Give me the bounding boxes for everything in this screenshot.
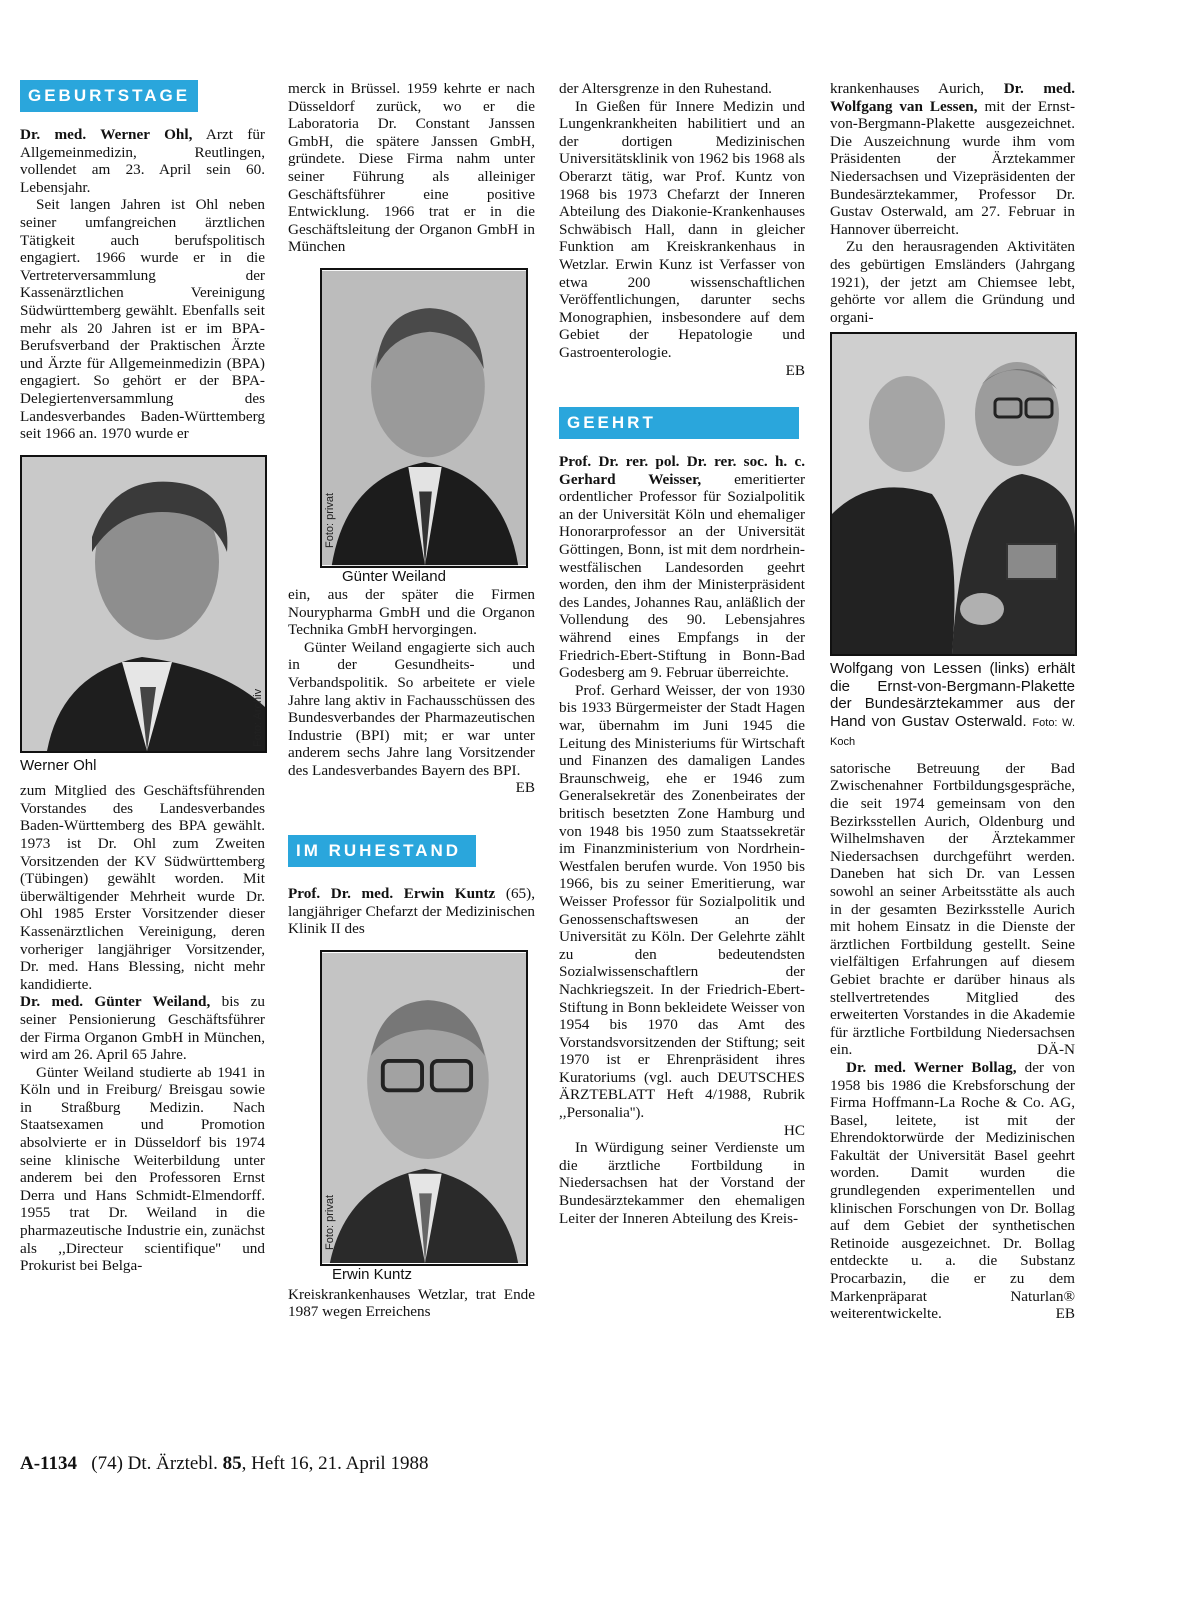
person-name: Prof. Dr. med. Erwin Kuntz <box>288 885 496 903</box>
portrait-image <box>320 950 528 1266</box>
column-3 <box>559 80 805 1227</box>
text: satorische Betreuung der Bad Zwischenahner Fortbildungsgespräche, die seit 1974 gemeinsam von den Bezirksstellen Aurich, Oldenburg und Wilhelmshaven der Ärztekammer Niedersachsen durchgeführt werden. Daneben hat sich Dr. van Lessen sowohl an seiner Arbeitsstätte als auch in der gesamten Bezirksstelle Aurich mit hohem Einsatz in die Dienste der ärztlichen Fortbildung gestellt. Seine vielfältigen Erfahrungen auf diesem Gebiet brachte er darüber hinaus als stellvertretendes Mitglied des erweiterten Vorstandes in die Akademie für ärztliche Fortbildung Niedersachsen ein. <box>830 759 1075 1059</box>
page-number: A-1134 <box>20 1453 77 1474</box>
photo-caption: Werner Ohl <box>20 756 97 774</box>
column-2 <box>288 80 535 1321</box>
text: (65), langjähriger Chefarzt der Medizinischen Klinik II des <box>288 885 536 938</box>
photo-credit: Foto: privat <box>324 492 336 548</box>
paragraph: zum Mitglied des Geschäftsführenden Vorstandes des Landesverbandes Baden-Württemberg des BPA gewählt. 1973 ist Dr. Ohl zum Zweiten Vorsitzenden der KV Südwürttemberg (Tübingen) gewählt worden. Mit überwältigender Mehrheit wurde Dr. Ohl 1985 Erster Vorsitzender dieser Kassenärztlichen Vereinigung, deren vorheriger langjähriger Vorsitzender, Dr. med. Hans Blessing, nicht mehr kandidierte. <box>20 782 265 993</box>
paragraph: Seit langen Jahren ist Ohl neben seiner umfangreichen ärztlichen Tätigkeit auch berufspolitisch engagiert. 1966 wurde er in die Vertreterversammlung der Kassenärztlichen Vereinigung Südwürttemberg gewählt. Ebenfalls seit mehr als 20 Jahren ist er im BPA-Berufsverband der Praktischen Ärzte und Ärzte für Allgemeinmedizin (BPA) engagiert. So gehört er der BPA-Delegiertenversammlung des Landesverbandes Baden-Württemberg seit 1966 an. 1970 wurde er <box>20 196 265 443</box>
paragraph <box>830 1059 1075 1323</box>
portrait-image <box>320 268 528 568</box>
person-name: Prof. Dr. rer. pol. Dr. rer. soc. h. c. Gerhard Weisser, <box>559 453 805 488</box>
journal-ref: (74) Dt. Ärztebl. <box>91 1453 218 1474</box>
event-photo <box>832 334 1075 654</box>
volume-number: 85 <box>222 1453 242 1474</box>
paragraph <box>830 80 1075 238</box>
portrait-werner-ohl <box>20 455 267 753</box>
paragraph <box>830 760 1075 1059</box>
text: Günter Weiland engagierte sich auch in der Gesundheits- und Verbandspolitik. So arbeitete er viele Jahre lang aktiv in Fachausschüssen des Bundesverbandes der Pharmazeutischen Industrie (BPI) mit; er war unter anderem sechs Jahre lang Vorsitzender des Landesverbandes Bayern des BPI. <box>288 638 535 779</box>
paragraph <box>288 639 535 797</box>
person-name: Dr. med. Wolfgang van Lessen, <box>830 80 1076 115</box>
paragraph <box>559 98 805 380</box>
paragraph: Kreiskrankenhauses Wetzlar, trat Ende 1987 wegen Erreichens <box>288 1285 535 1321</box>
text: mit der Ernst-von-Bergmann-Plakette ausgezeichnet. Die Auszeichnung wurde ihm vom Präsidenten der Ärztekammer Niedersachsen und Vizepräsidenten der Bundesärztekammer, Professor Dr. Gustav Osterwald, am 27. Februar in Hannover überreicht. <box>830 97 1076 238</box>
paragraph <box>20 993 265 1063</box>
column-1 <box>20 80 265 1275</box>
paragraph <box>559 453 805 682</box>
text: Arzt für Allgemeinmedizin, Reutlingen, vollendet am 23. April sein 60. Lebensjahr. <box>20 126 265 196</box>
text: krankenhauses Aurich, <box>830 80 985 97</box>
paragraph: In Würdigung seiner Verdienste um die ärztliche Fortbildung in Niedersachsen hat der Vorstand der Bundesärztekammer den ehemaligen Leiter der Inneren Abteilung des Kreis- <box>559 1139 805 1227</box>
person-name: Dr. med. Werner Ohl, <box>20 126 193 143</box>
portrait-guenter-weiland <box>320 268 528 586</box>
author-initials: EB <box>515 779 535 797</box>
photo-lessen-osterwald <box>830 332 1077 656</box>
text: In Gießen für Innere Medizin und Lungenkrankheiten habilitiert und an der dortigen Medizinischen Universitätsklinik von 1962 bis 1968 als Oberarzt tätig, war Prof. Kuntz von 1968 bis 1973 Chefarzt der Inneren Abteilung des Diakonie-Krankenhauses Schwäbisch Hall, dann in gleicher Funktion am Kreiskrankenhaus in Wetzlar. Erwin Kunz ist Verfasser von etwa 200 wissenschaftlichen Veröffentlichungen, darunter sechs Monographien, insbesondere auf dem Gebiet der Hepatologie und Gastroenterologie. <box>559 97 805 361</box>
photo-credit: Foto: Archiv <box>252 688 264 747</box>
author-initials: EB <box>1055 1305 1075 1323</box>
paragraph: merck in Brüssel. 1959 kehrte er nach Düsseldorf zurück, wo er die Laboratoria Dr. Constant Janssen GmbH, die spätere Janssen GmbH, gründete. Diese Firma nahm unter seiner Führung als alleiniger Geschäftsführer eine positive Entwicklung. 1966 trat er in die Geschäftsleitung der Organon GmbH in München <box>288 80 535 256</box>
paragraph: ein, aus der später die Firmen Nourypharma GmbH und die Organon Technika GmbH hervorgingen. <box>288 585 535 639</box>
photo-caption <box>830 660 1075 752</box>
banner-im-ruhestand: IM RUHESTAND <box>288 835 476 867</box>
text: emeritierter ordentlicher Professor für Sozialpolitik an der Universität Köln und ehemaliger Honorarprofessor an der Universität Göttingen, Bonn, ist mit dem nordrhein-westfälischen Landesorden geehrt worden, den ihm der Ministerpräsident des Landes, Johannes Rau, anläßlich der Vollendung des 90. Lebensjahres während eines Empfangs in der Friedrich-Ebert-Stiftung in Bonn-Bad Godesberg am 9. Februar überreichte. <box>559 470 805 682</box>
author-initials: DÄ-N <box>1037 1041 1075 1059</box>
paragraph <box>288 885 535 938</box>
banner-geburtstage: GEBURTSTAGE <box>20 80 198 112</box>
portrait-image <box>22 457 265 751</box>
photo-credit: Foto: privat <box>324 1194 336 1250</box>
photo-caption: Erwin Kuntz <box>332 1265 413 1283</box>
paragraph: Günter Weiland studierte ab 1941 in Köln und in Freiburg/ Breisgau sowie in Straßburg Medizin. Nach Staatsexamen und Promotion absolvierte er in Düsseldorf bis 1974 seine klinische Weiterbildung unter anderem bei den Professoren Ernst Derra und Hans Schmidt-Elmendorff. 1955 trat Dr. Weiland in die pharmazeutische Industrie ein, zunächst als ,,Directeur scientifique'' und Prokurist bei Belga- <box>20 1063 265 1275</box>
paragraph: Zu den herausragenden Aktivitäten des gebürtigen Emsländers (Jahrgang 1921), der jetzt am Chiemsee lebt, gehörte vor allem die Gründung und organi- <box>830 238 1075 326</box>
issue-date: , Heft 16, 21. April 1988 <box>241 1453 429 1474</box>
photo-credit: Foto: W. Koch <box>830 716 1075 749</box>
author-initials: HC <box>783 1121 805 1139</box>
paragraph: der Altersgrenze in den Ruhestand. <box>559 80 772 97</box>
column-4 <box>830 80 1075 1323</box>
portrait-erwin-kuntz <box>320 950 528 1286</box>
author-initials: EB <box>785 361 805 379</box>
person-name: Dr. med. Werner Bollag, <box>846 1058 1017 1076</box>
paragraph <box>20 126 265 196</box>
banner-geehrt: GEEHRT <box>559 407 799 439</box>
text: bis zu seiner Pensionierung Geschäftsführer der Firma Organon GmbH in München, wird am 26. April 65 Jahre. <box>20 993 266 1064</box>
text: der von 1958 bis 1986 die Krebsforschung der Firma Hoffmann-La Roche & Co. AG, Basel, leitete, ist mit der Ehrendoktorwürde der Medizinischen Fakultät der Universität Basel geehrt worden. Damit wurden die grundlegenden experimentellen und klinischen Forschungen von Dr. Bollag auf dem Gebiet der synthetischen Retinoide ausgezeichnet. Dr. Bollag entdeckte u. a. die Substanz Procarbazin, die er zu dem Markenpräparat Naturlan® weiterentwickelte. <box>830 1058 1075 1323</box>
person-name: Dr. med. Günter Weiland, <box>20 993 211 1011</box>
page-footer <box>20 1453 428 1475</box>
text: Prof. Gerhard Weisser, der von 1930 bis 1933 Bürgermeister der Stadt Hagen war, übernahm im Juni 1945 die Leitung des Ministeriums für Wirtschaft und Finanzen des damaligen Landes Braunschweig, ehe er 1946 zum Generalsekretär des Zonenbeirates der britisch besetzten Zone Hamburg und von 1948 bis 1950 zum Staatssekretär im Finanzministerium von Nordrhein-Westfalen berufen wurde. Von 1950 bis 1966, bis zu seiner Emeritierung, war Weisser Professor für Sozialpolitik und Genossenschaftswesen an der Universität zu Köln. Der Gelehrte zählt zu den bedeutendsten Sozialwissenschaftlern der Nachkriegszeit. In der Friedrich-Ebert-Stiftung in Bonn bekleidete Weisser von 1954 bis 1970 das Amt des Vorstandsvorsitzenden der Stiftung; seit 1970 ist er Ehrenpräsident ihres Kuratoriums (vgl. auch DEUTSCHES ÄRZTEBLATT Heft 4/1988, Rubrik ,,Personalia''). <box>559 681 805 1122</box>
paragraph <box>559 682 805 1139</box>
caption-text: Wolfgang von Lessen (links) erhält die Ernst-von-Bergmann-Plakette der Bundesärztekammer aus der Hand von Gustav Osterwald. <box>830 660 1075 730</box>
photo-caption: Günter Weiland <box>342 567 446 585</box>
